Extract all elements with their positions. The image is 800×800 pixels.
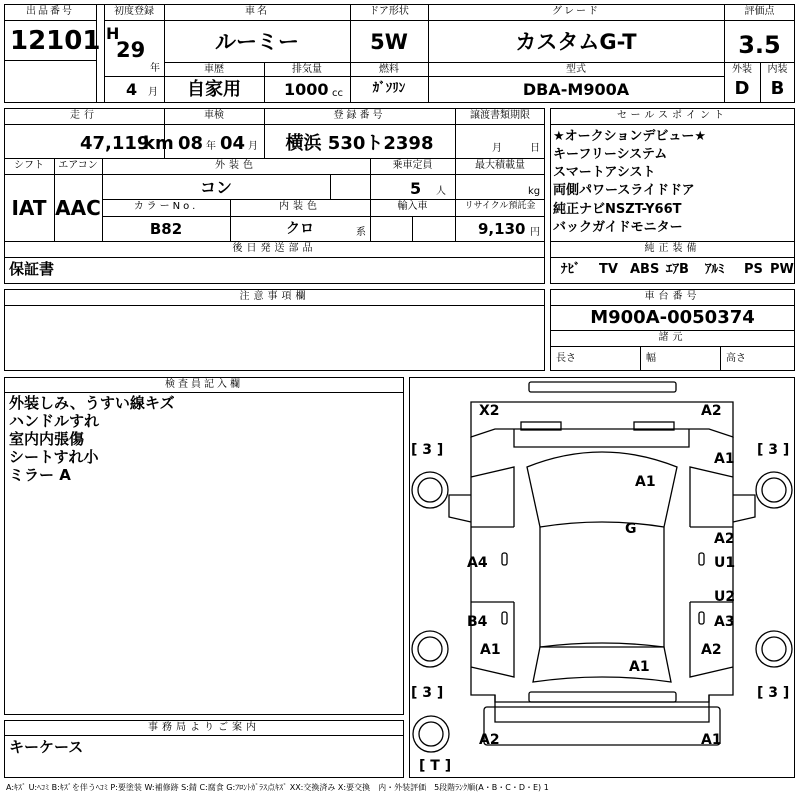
damage-a3: A3: [714, 614, 735, 630]
plate-number: 横浜 530ト2398: [285, 133, 434, 154]
inspection-month-unit: 月: [248, 141, 258, 152]
damage-x2: X2: [479, 403, 500, 419]
door-handle-left-rear: [502, 612, 507, 624]
damage-a1-rear-right: A1: [701, 732, 722, 748]
aircon: AAC: [55, 196, 101, 220]
damage-a4: A4: [467, 555, 488, 571]
interior-score: B: [770, 78, 785, 99]
selling-point-3: スマートアシスト: [553, 165, 656, 180]
lot-label: 出品番号: [26, 6, 74, 17]
damage-u1: U1: [714, 555, 736, 571]
damage-u2: U2: [714, 589, 736, 605]
selling-point-2: キーフリーシステム: [553, 147, 668, 162]
damage-b3-left-front: [ 3 ]: [411, 442, 444, 458]
interior-label: 内装: [767, 64, 788, 75]
car-name: ルーミー: [215, 30, 299, 54]
recycle-fee: 9,130: [478, 220, 526, 238]
equipment-alloy: ｱﾙﾐ: [705, 262, 725, 277]
exterior-label: 外装: [732, 64, 752, 75]
mirror-right: [733, 495, 755, 522]
fuel: ｶﾞｿﾘﾝ: [372, 81, 406, 96]
transfer-day-unit: 日: [530, 143, 540, 154]
equipment-ps: PS: [744, 262, 763, 277]
displacement-unit: cc: [332, 88, 343, 99]
displacement-label: 排気量: [292, 64, 322, 75]
inspector-label: 検査員記入欄: [165, 379, 243, 390]
exterior-score: D: [734, 78, 750, 99]
aircon-label: エアコン: [58, 160, 98, 171]
selling-point-6: バックガイドモニター: [553, 220, 683, 235]
inspection-year-unit: 年: [206, 141, 216, 152]
door-label: ドア形状: [369, 6, 409, 17]
door-handle-right-rear: [699, 612, 704, 624]
dims-label: 諸元: [658, 332, 687, 343]
roof: [540, 527, 664, 647]
model: DBA-M900A: [522, 80, 630, 99]
damage-a2-front-right: A2: [701, 403, 722, 419]
mirror-left: [449, 495, 471, 522]
ext-color-label: 外装色: [215, 160, 257, 171]
displacement: 1000: [284, 80, 329, 99]
damage-a1-left-rear: A1: [480, 642, 501, 658]
recycle-unit: 円: [530, 227, 540, 238]
capacity-label: 乗車定員: [392, 160, 433, 171]
damage-legend: A:ｷｽﾞ U:ﾍｺﾐ B:ｷｽﾞを伴うﾍｺﾐ P:要塗装 W:補修跡 S:錆 C:腐食 G:ﾌﾛﾝﾄｶﾞﾗｽ点ｷｽﾞ XX:交換済み X:要交換 内・外装評価 5段階ﾗﾝｸ順(A・B・C・D・E) 1: [6, 783, 549, 792]
damage-b3-right-rear: [ 3 ]: [757, 685, 790, 701]
damage-a2-right-door: A2: [714, 531, 735, 547]
equipment-tv: TV: [599, 262, 618, 277]
damage-a1-right-fender: A1: [714, 451, 735, 467]
model-label: 型式: [566, 64, 586, 75]
history: 自家用: [187, 79, 241, 100]
max-load-label: 最大積載量: [475, 160, 525, 171]
damage-a2-rear-left: A2: [479, 732, 500, 748]
door-handle-right-front: [699, 553, 704, 565]
chassis-label: 車台番号: [644, 291, 701, 302]
mileage: 47,119: [80, 133, 150, 154]
damage-b3-left-rear: [ 3 ]: [411, 685, 444, 701]
shift-label: シフト: [14, 160, 44, 171]
rear-lamp-box: [484, 707, 720, 745]
damage-b4: B4: [467, 614, 488, 630]
hood: [514, 429, 689, 447]
equipment-navi: ﾅﾋﾞ: [561, 262, 581, 277]
later-parts-label: 後日発送部品: [232, 243, 317, 254]
grade-label: グレード: [552, 6, 600, 17]
max-load-unit: kg: [528, 186, 541, 197]
selling-point-4: 両側パワースライドドア: [553, 183, 695, 198]
inspection-year: 08: [178, 133, 204, 154]
body-outline: [471, 437, 736, 722]
mileage-label: 走行: [70, 110, 98, 121]
inspection-month: 04: [220, 133, 246, 154]
width-label: 幅: [646, 353, 656, 364]
score-label: 評価点: [744, 6, 775, 17]
inspector-note-1: 外装しみ、うすい線キズ: [9, 394, 175, 412]
door-type: 5W: [370, 30, 408, 54]
int-color-unit: 系: [356, 227, 366, 238]
inspector-note-3: 室内内張傷: [9, 430, 85, 448]
history-label: 車歴: [204, 64, 224, 75]
front-bumper: [529, 382, 676, 392]
equipment-label: 純正装備: [644, 243, 701, 254]
reg-year: 29: [116, 38, 146, 62]
damage-a1-roof: A1: [629, 659, 650, 675]
capacity-unit: 人: [436, 186, 446, 197]
score: 3.5: [738, 31, 781, 59]
damage-b3-right-front: [ 3 ]: [757, 442, 790, 458]
int-color-label: 内装色: [279, 201, 321, 212]
selling-points-label: セールスポイント: [616, 110, 729, 121]
shift: IAT: [11, 196, 47, 220]
length-label: 長さ: [556, 353, 576, 364]
later-parts: 保証書: [9, 260, 55, 278]
ext-color: コン: [199, 178, 232, 197]
office-note: キーケース: [9, 738, 84, 756]
transfer-label: 譲渡書類期限: [470, 110, 530, 121]
inspector-note-2: ハンドルすれ: [9, 412, 100, 430]
front-apron: [471, 402, 733, 437]
inspection-label: 車検: [204, 110, 224, 121]
equipment-pw: PW: [770, 262, 794, 277]
recycle-label: リサイクル預託金: [464, 201, 536, 211]
height-label: 高さ: [726, 353, 746, 364]
selling-point-1: ★オークションデビュー★: [553, 129, 707, 144]
damage-a2-right-rear: A2: [701, 642, 722, 658]
damage-t: [ T ]: [419, 758, 452, 774]
equipment-airbag: ｴｱB: [666, 262, 689, 277]
door-handle-left-front: [502, 553, 507, 565]
color-no-label: カラーNo.: [133, 201, 199, 212]
reg-month: 4: [126, 80, 138, 99]
equipment-abs: ABS: [630, 262, 660, 277]
inspector-note-5: ミラー A: [9, 466, 71, 484]
plate-label: 登録番号: [333, 110, 386, 121]
notes-label: 注意事項欄: [239, 291, 310, 302]
grade: カスタムG-T: [515, 30, 637, 54]
reg-year-unit: 年: [150, 63, 160, 74]
mileage-unit: km: [143, 133, 174, 154]
tailgate: [495, 695, 709, 702]
car-name-label: 車名: [245, 6, 269, 17]
import-label: 輸入車: [397, 201, 428, 212]
first-registration-label: 初度登録: [114, 6, 154, 17]
reg-month-unit: 月: [148, 87, 158, 98]
damage-a1-hood: A1: [635, 474, 656, 490]
transfer-month-unit: 月: [492, 143, 502, 154]
capacity: 5: [410, 179, 422, 198]
reg-era: H: [106, 24, 120, 43]
damage-g: G: [625, 521, 637, 537]
inspector-note-4: シートすれ小: [9, 448, 99, 466]
rear-bumper: [529, 692, 676, 702]
car-diagram: [409, 377, 795, 778]
fuel-label: 燃料: [379, 64, 399, 75]
int-color: クロ: [286, 221, 314, 237]
office-label: 事務局よりご案内: [148, 722, 260, 733]
selling-point-5: 純正ナビNSZT-Y66T: [553, 202, 682, 217]
lot-number: 12101: [10, 26, 101, 56]
color-no: B82: [149, 220, 183, 238]
rear-window: [533, 643, 671, 682]
chassis-number: M900A-0050374: [590, 307, 755, 328]
